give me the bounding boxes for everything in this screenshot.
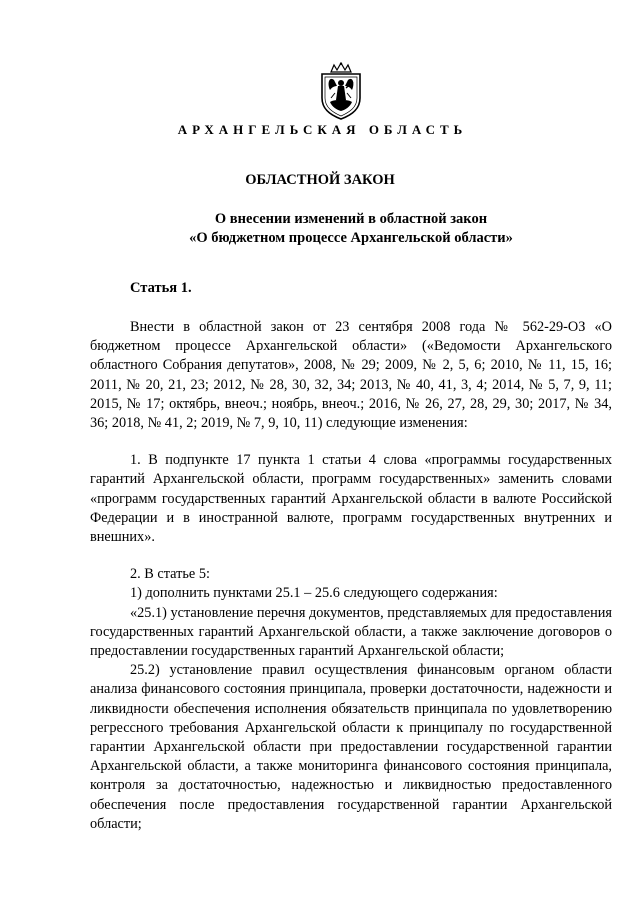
coat-of-arms-graphic [317,62,365,120]
article-body [90,300,612,834]
point-25-2-paragraph: 25.2) установление правил осуществления финансовым органом области анализа финансового состояния принципала, проверки достаточности, надежности и ликвидности обеспечения исполнения обязательств принципала по удовлетворению регрессного требования Архангельской области к принципалу по государственной гарантии Архангельской области при предоставлении государственной гарантии Архангельской области, а также мониторинга финансового состояния принципала, контроля за достаточностью, надежностью и ликвидностью предоставленного обеспечения после предоставления государственной гарантии Архангельской области; [90,662,612,832]
coat-of-arms-icon [317,62,365,120]
law-type-heading: ОБЛАСТНОЙ ЗАКОН [245,172,395,188]
item-2-subitem-1: 1) дополнить пунктами 25.1 – 25.6 следующего содержания: [130,585,498,602]
law-title [90,210,612,248]
article-heading: Статья 1. [130,280,192,296]
item-2-heading: 2. В статье 5: [130,566,210,583]
item-1-paragraph: 1. В подпункте 17 пункта 1 статьи 4 слова «программы государственных гарантий Архангельской области, программ государственных» заменить словами «программ государственных гарантий Архангельской области в валюте Российской Федерации и в иностранной валюте, программ государственных внутренних и внешних». [90,452,612,546]
region-name: АРХАНГЕЛЬСКАЯ ОБЛАСТЬ [177,122,468,137]
law-title-line-2: «О бюджетном процессе Архангельской области» [189,230,513,246]
point-25-1-paragraph: «25.1) установление перечня документов, представляемых для предоставления государственных гарантий Архангельской области, а также заключение договоров о предоставлении государственных гарантий Архангельской области; [90,604,612,660]
article-intro-paragraph: Внести в областной закон от 23 сентября 2008 года № 562-29-ОЗ «О бюджетном процессе Архангельской области» («Ведомости Архангельского областного Собрания депутатов», 2008, № 29; 2009, № 2, 5, 6; 2010, № 11, 15, 16; 2011, № 20, 21, 23; 2012, № 28, 30, 32, 34; 2013, № 40, 41, 3, 4; 2014, № 5, 7, 9, 11; 2015, № 17; октябрь, внеоч.; ноябрь, внеоч.; 2016, № 26, 27, 28, 29, 30; 2017, № 34, 36; 2018, № 41, 2; 2019, № 7, 9, 10, 11) следующие изменения: [90,319,612,432]
law-title-line-1: О внесении изменений в областной закон [214,211,488,227]
